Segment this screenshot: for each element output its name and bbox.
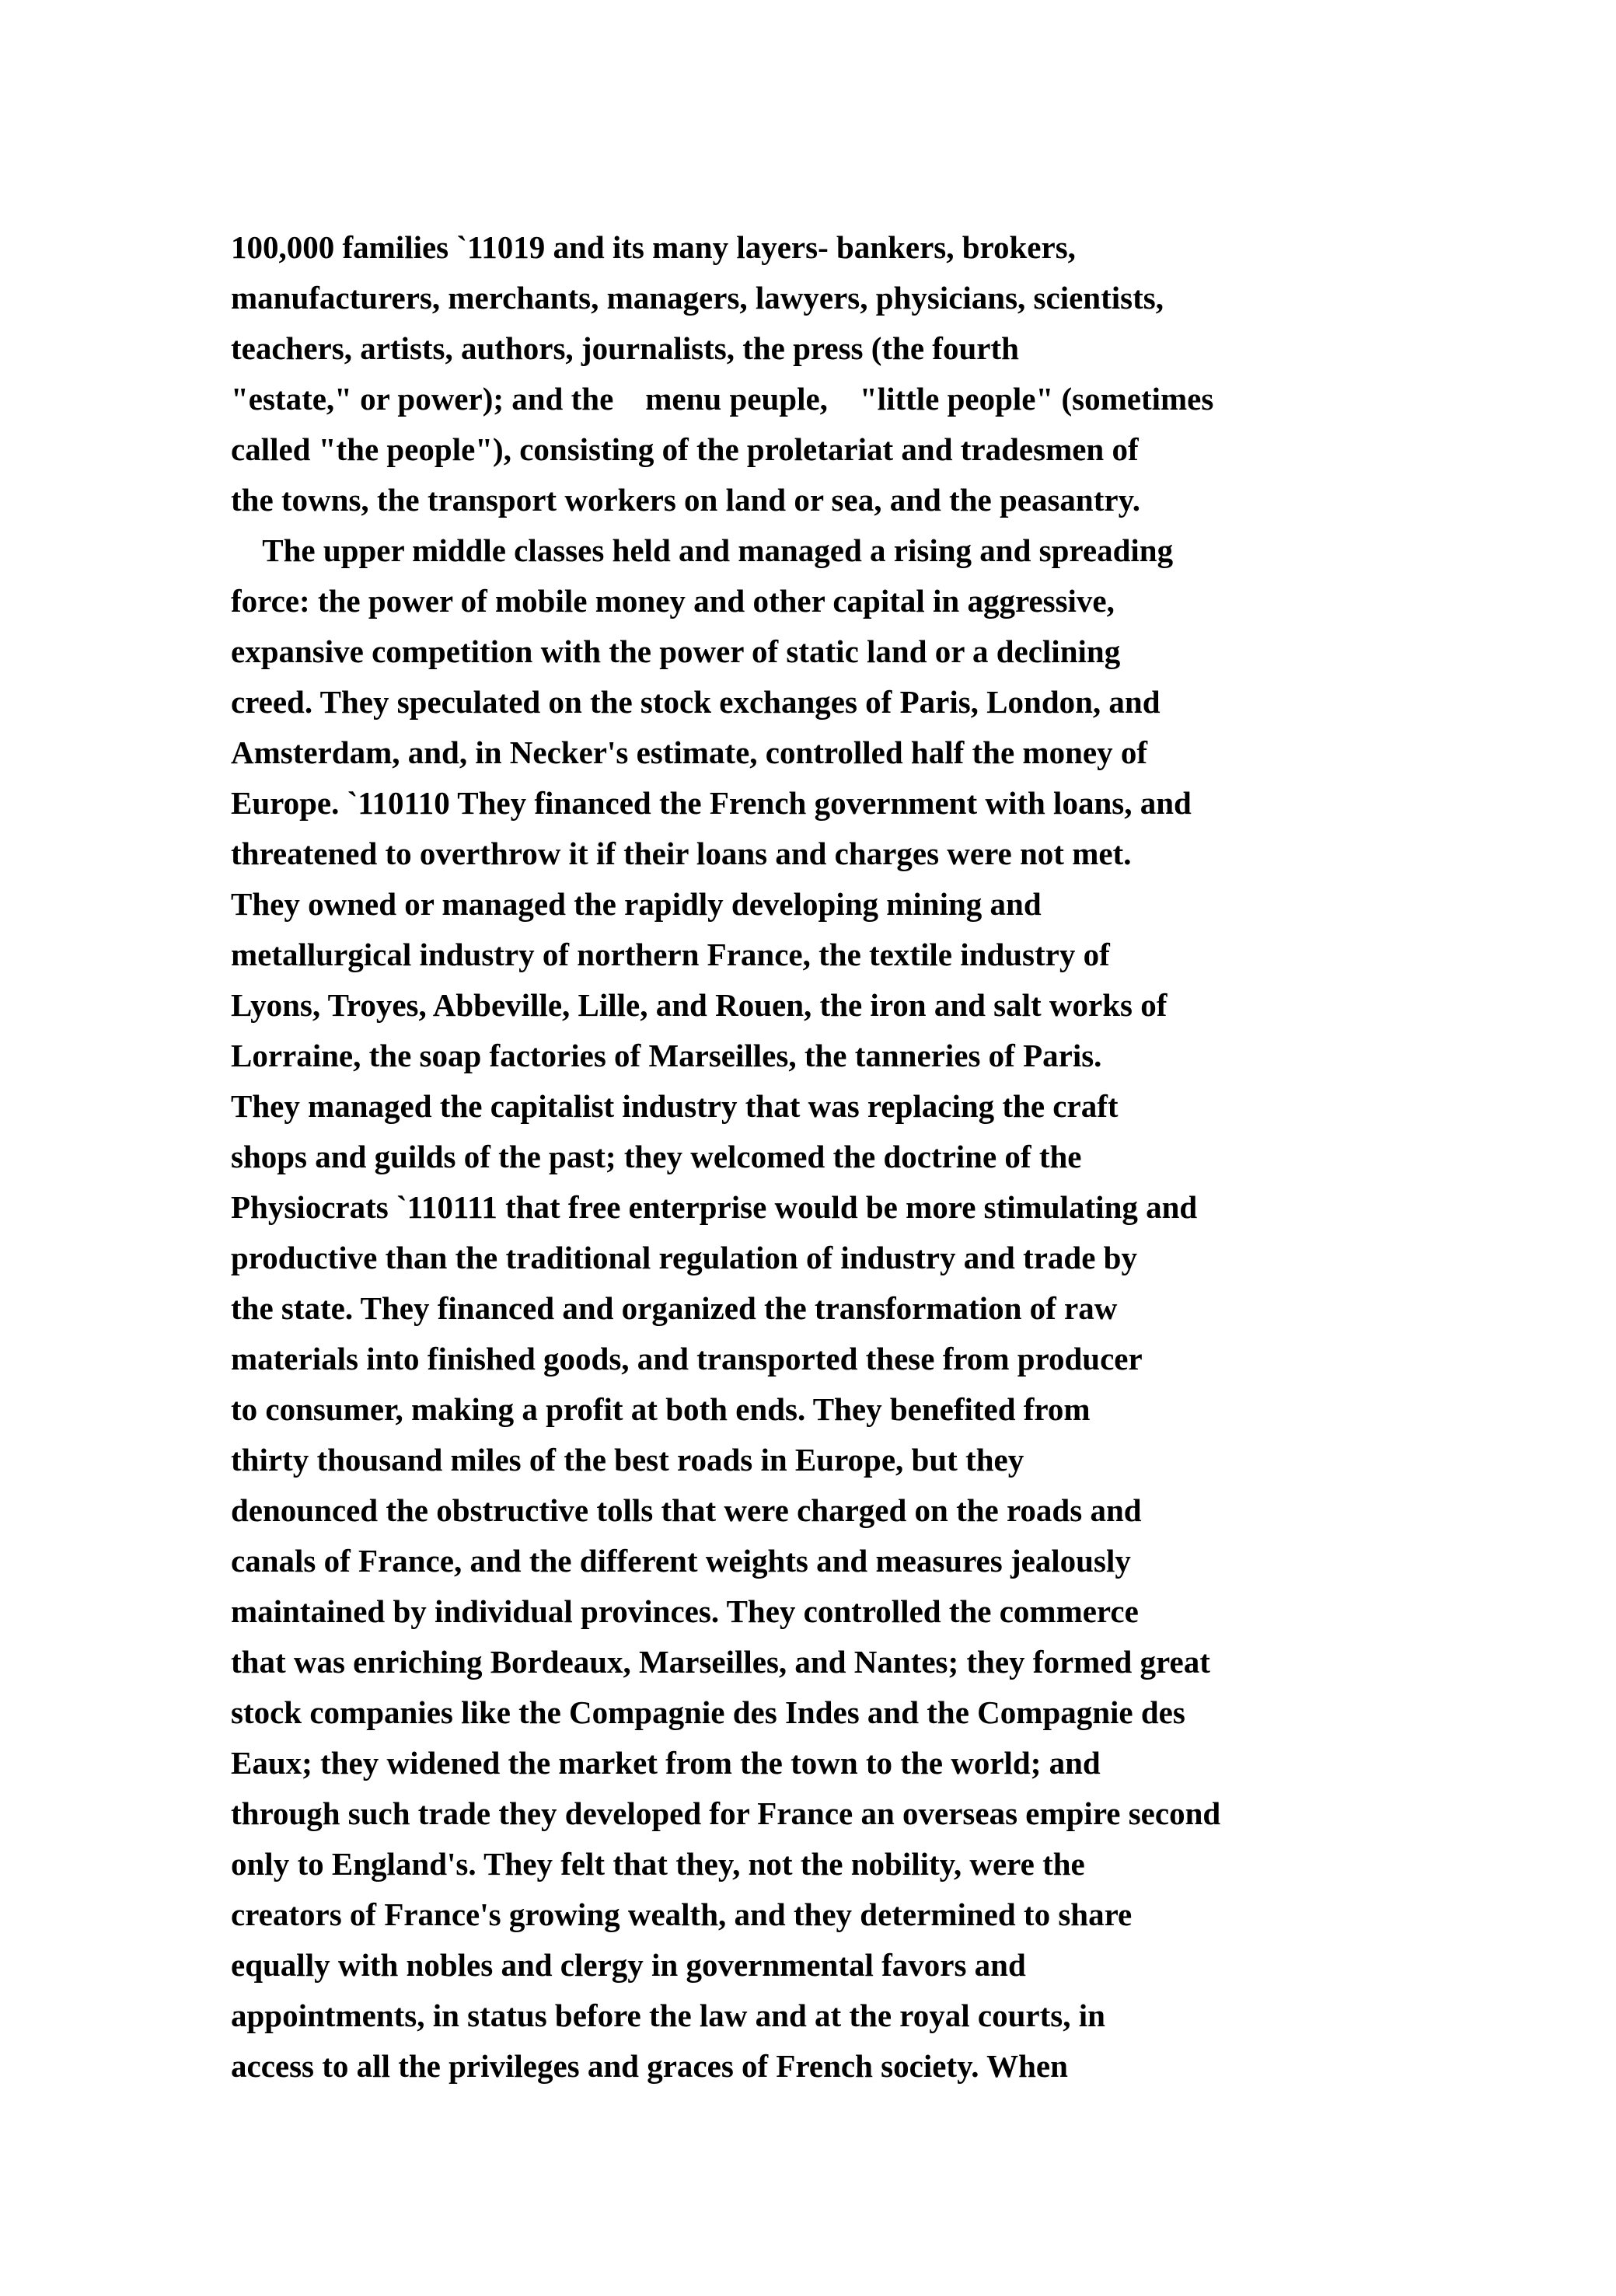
text-line: Eaux; they widened the market from the town to the world; and [231, 1745, 1101, 1781]
text-line: force: the power of mobile money and other capital in aggressive, [231, 583, 1115, 619]
text-line: the towns, the transport workers on land or sea, and the peasantry. [231, 482, 1141, 518]
text-line: Amsterdam, and, in Necker's estimate, controlled half the money of [231, 735, 1147, 770]
text-line: manufacturers, merchants, managers, lawyers, physicians, scientists, [231, 280, 1164, 316]
text-line: the state. They financed and organized the transformation of raw [231, 1290, 1118, 1326]
text-line: Physiocrats `110111 that free enterprise would be more stimulating and [231, 1189, 1198, 1225]
text-line: threatened to overthrow it if their loans and charges were not met. [231, 836, 1132, 871]
text-line: to consumer, making a profit at both ends. They benefited from [231, 1391, 1091, 1427]
text-line: denounced the obstructive tolls that were charged on the roads and [231, 1492, 1142, 1528]
text-line: creators of France's growing wealth, and they determined to share [231, 1896, 1133, 1932]
text-line: access to all the privileges and graces of French society. When [231, 2048, 1068, 2084]
text-line: canals of France, and the different weights and measures jealously [231, 1543, 1131, 1579]
text-line: expansive competition with the power of static land or a declining [231, 633, 1121, 669]
text-line: Europe. `110110 They financed the French government with loans, and [231, 785, 1192, 821]
text-line: They managed the capitalist industry that was replacing the craft [231, 1088, 1119, 1124]
text-line: shops and guilds of the past; they welcomed the doctrine of the [231, 1139, 1082, 1174]
text-line: creed. They speculated on the stock exchanges of Paris, London, and [231, 684, 1161, 720]
text-line: 100,000 families `11019 and its many layers- bankers, brokers, [231, 229, 1076, 265]
text-line: through such trade they developed for France an overseas empire second [231, 1795, 1221, 1831]
body-text [231, 222, 1568, 2092]
text-line: metallurgical industry of northern France, the textile industry of [231, 937, 1110, 972]
text-line: maintained by individual provinces. They controlled the commerce [231, 1593, 1139, 1629]
text-line: Lyons, Troyes, Abbeville, Lille, and Rouen, the iron and salt works of [231, 987, 1167, 1023]
text-line: materials into finished goods, and transported these from producer [231, 1341, 1143, 1377]
text-line: stock companies like the Compagnie des Indes and the Compagnie des [231, 1694, 1185, 1730]
text-line: productive than the traditional regulation of industry and trade by [231, 1240, 1137, 1275]
text-line: that was enriching Bordeaux, Marseilles, and Nantes; they formed great [231, 1644, 1210, 1680]
text-line: The upper middle classes held and managed a rising and spreading [231, 532, 1174, 568]
text-line: They owned or managed the rapidly developing mining and [231, 886, 1042, 922]
text-line: appointments, in status before the law and at the royal courts, in [231, 1998, 1105, 2033]
text-line: only to England's. They felt that they, not the nobility, were the [231, 1846, 1085, 1882]
text-line: Lorraine, the soap factories of Marseilles, the tanneries of Paris. [231, 1038, 1102, 1073]
text-line: teachers, artists, authors, journalists, the press (the fourth [231, 330, 1019, 366]
text-line: "estate," or power); and the menu peuple, "little people" (sometimes [231, 381, 1214, 417]
text-line: called "the people"), consisting of the proletariat and tradesmen of [231, 431, 1139, 467]
text-line: equally with nobles and clergy in governmental favors and [231, 1947, 1026, 1983]
text-line: thirty thousand miles of the best roads in Europe, but they [231, 1442, 1024, 1478]
